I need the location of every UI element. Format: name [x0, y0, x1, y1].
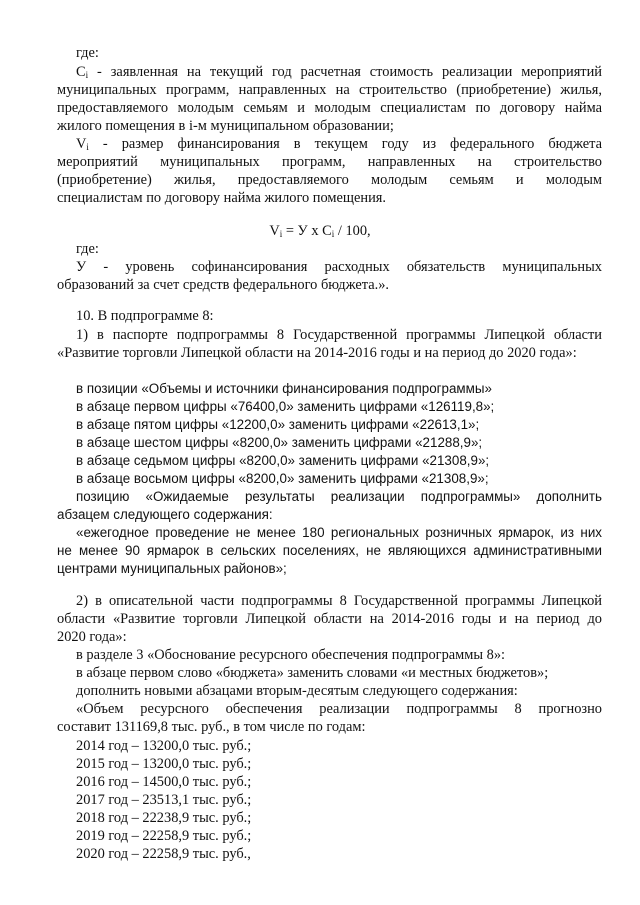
text-line: муниципальных программ, направленных на строительство (приобретение) жилья,: [57, 82, 602, 98]
formula: $V_i = У$ х $C_i / 100$,: [269, 223, 371, 239]
text-line: дополнить новыми абзацами вторым-десятым следующего содержания:: [76, 683, 518, 699]
text-line: 2014 год – 13200,0 тыс. руб.;: [76, 738, 252, 754]
text-line: 2020 год – 22258,9 тыс. руб.,: [76, 846, 251, 862]
text-line: У - уровень софинансирования расходных обязательств муниципальных: [76, 259, 602, 275]
text-line: 2020 года»:: [57, 629, 127, 645]
text-line: 2018 год – 22238,9 тыс. руб.;: [76, 810, 252, 826]
text-line: в абзаце седьмом цифры «8200,0» заменить цифрами «21308,9»;: [76, 453, 490, 468]
text-line: позицию «Ожидаемые результаты реализации подпрограммы» дополнить: [76, 489, 602, 504]
text-line: не менее 90 ярмарок в сельских поселениях, не являющихся административными: [57, 543, 602, 558]
text-line: в разделе 3 «Обоснование ресурсного обеспечения подпрограммы 8»:: [76, 647, 506, 663]
text-line: «Объем ресурсного обеспечения реализации подпрограммы 8 прогнозно: [76, 701, 602, 717]
text-line: в абзаце первом слово «бюджета» заменить словами «и местных бюджетов»;: [76, 665, 549, 681]
text-line: 2015 год – 13200,0 тыс. руб.;: [76, 756, 252, 772]
text-line: 1) в паспорте подпрограммы 8 Государственной программы Липецкой области: [76, 327, 602, 343]
text-line: в позиции «Объемы и источники финансирования подпрограммы»: [76, 381, 492, 396]
text-line: предоставляемого молодым семьям и молодым специалистам по договору найма: [57, 100, 602, 116]
text-line: области «Развитие торговли Липецкой области на 2014-2016 годы и на период до: [57, 611, 602, 627]
text-line: абзацем следующего содержания:: [57, 507, 273, 522]
text-line: где:: [76, 241, 99, 257]
text-line: образований за счет средств федерального бюджета.».: [57, 277, 390, 293]
text-line: «Развитие торговли Липецкой области на 2014-2016 годы и на период до 2020 года»:: [57, 345, 577, 361]
text-line: центрами муниципальных районов»;: [57, 561, 287, 576]
text-line: 2) в описательной части подпрограммы 8 Государственной программы Липецкой: [76, 593, 602, 609]
text-line: специалистам по договору найма жилого помещения.: [57, 190, 387, 206]
text-line: $V_i$ - размер финансирования в текущем году из федерального бюджета: [76, 136, 602, 152]
text-line: (приобретение) жилья, предоставляемого молодым семьям и молодым: [57, 172, 602, 188]
text-line: в абзаце шестом цифры «8200,0» заменить цифрами «21288,9»;: [76, 435, 483, 450]
text-line: 2017 год – 23513,1 тыс. руб.;: [76, 792, 252, 808]
text-line: в абзаце пятом цифры «12200,0» заменить цифрами «22613,1»;: [76, 417, 480, 432]
text-line: 10. В подпрограмме 8:: [76, 308, 214, 324]
text-line: мероприятий муниципальных программ, направленных на строительство: [57, 154, 602, 170]
text-line: $C_i$ - заявленная на текущий год расчетная стоимость реализации мероприятий: [76, 64, 602, 80]
text-line: 2016 год – 14500,0 тыс. руб.;: [76, 774, 252, 790]
text-line: в абзаце восьмом цифры «8200,0» заменить цифрами «21308,9»;: [76, 471, 489, 486]
text-line: где:: [76, 45, 99, 61]
text-line: 2019 год – 22258,9 тыс. руб.;: [76, 828, 252, 844]
text-line: «ежегодное проведение не менее 180 региональных розничных ярмарок, из них: [76, 525, 602, 540]
text-line: жилого помещения в i-м муниципальном образовании;: [57, 118, 394, 134]
text-line: в абзаце первом цифры «76400,0» заменить цифрами «126119,8»;: [76, 399, 495, 414]
text-line: составит 131169,8 тыс. руб., в том числе по годам:: [57, 719, 366, 735]
